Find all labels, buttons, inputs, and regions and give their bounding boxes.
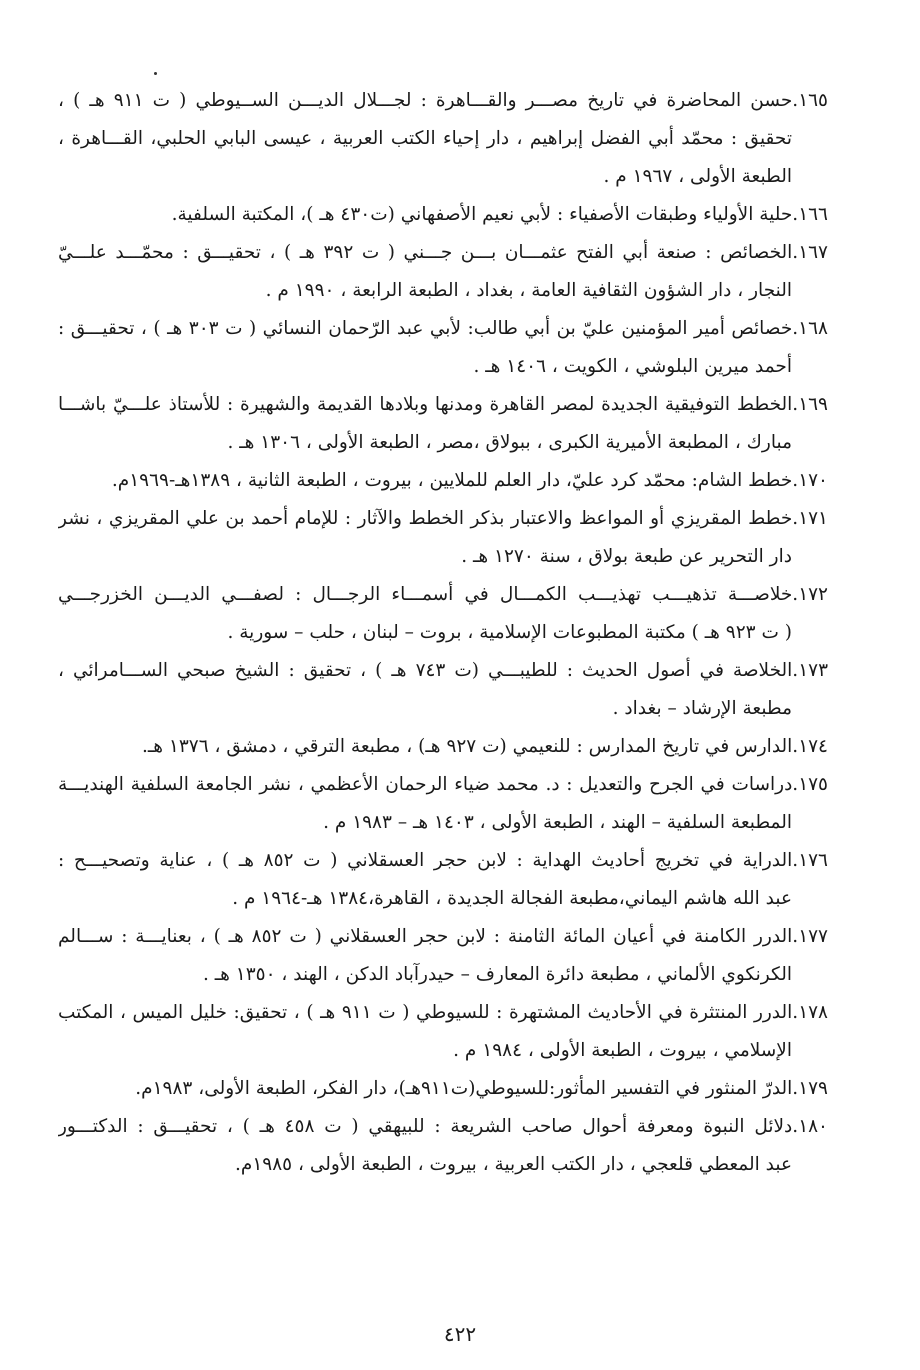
entry-line-continuation: عبد الله هاشم اليماني،مطبعة الفجالة الجديدة ، القاهرة،١٣٨٤ هـ-١٩٦٤ م . [232,888,792,909]
bibliography-entry [58,1070,828,1108]
entry-line-continuation: الطبعة الأولى ، ١٩٦٧ م . [603,166,792,187]
entry-line-continuation: المطبعة السلفية – الهند ، الطبعة الأولى ، ١٤٠٣ هـ – ١٩٨٣ م . [323,812,792,833]
bibliography-entry [58,386,828,462]
entry-line-continuation: النجار ، دار الشؤون الثقافية العامة ، بغداد ، الطبعة الرابعة ، ١٩٩٠ م . [265,280,792,301]
entry-line-first: ١٧٧.الدرر الكامنة في أعيان المائة الثامنة : لابن حجر العسقلاني ( ت ٨٥٢ هـ ) ، بعنايـــة : ســـالم [58,926,828,947]
bibliography-entry [58,196,828,234]
entry-line-first: ١٧٣.الخلاصة في أصول الحديث : للطيبـــي (ت ٧٤٣ هـ ) ، تحقيق : الشيخ صبحي الســـامرائي ، [58,660,828,681]
page-number: ٤٢٢ [443,1322,477,1346]
bibliography-entry [58,994,828,1070]
bibliography-entry [58,82,828,196]
entry-line-first: ١٦٩.الخطط التوفيقية الجديدة لمصر القاهرة ومدنها وبلادها القديمة والشهيرة : للأستاذ علـــيّ باشـــا [58,394,828,415]
entry-line-first: ١٧١.خطط المقريزي أو المواعظ والاعتبار بذكر الخطط والآثار : للإمام أحمد بن علي المقريزي ، نشر [58,508,828,529]
entry-line-continuation: الكرنكوي الألماني ، مطبعة دائرة المعارف – حيدرآباد الدكن ، الهند ، ١٣٥٠ هـ . [202,964,792,985]
entry-line-continuation: عبد المعطي قلعجي ، دار الكتب العربية ، بيروت ، الطبعة الأولى ، ١٩٨٥م. [235,1154,792,1175]
bibliography-entry [58,576,828,652]
entry-line-first: ١٧٠.خطط الشام: محمّد كرد عليّ، دار العلم للملايين ، بيروت ، الطبعة الثانية ، ١٣٨٩هـ-١٩٦٩م. [111,470,828,491]
entry-line-continuation: مطبعة الإرشاد – بغداد . [612,698,792,719]
bibliography-entry [58,500,828,576]
entry-line-continuation: مبارك ، المطبعة الأميرية الكبرى ، ببولاق ،مصر ، الطبعة الأولى ، ١٣٠٦ هـ . [227,432,792,453]
bibliography-list [58,82,828,1184]
entry-line-first: ١٧٥.دراسات في الجرح والتعديل : د. محمد ضياء الرحمان الأعظمي ، نشر الجامعة السلفية الهنديـــة [58,774,828,795]
entry-line-first: ١٧٤.الدارس في تاريخ المدارس : للنعيمي (ت ٩٢٧ هـ) ، مطبعة الترقي ، دمشق ، ١٣٧٦ هـ. [141,736,828,757]
entry-line-first: ١٦٨.خصائص أمير المؤمنين عليّ بن أبي طالب: لأبي عبد الرّحمان النسائي ( ت ٣٠٣ هـ ) ، تحقيـــق : [58,318,828,339]
entry-line-continuation: الإسلامي ، بيروت ، الطبعة الأولى ، ١٩٨٤ م . [453,1040,792,1061]
bibliography-entry [58,918,828,994]
entry-line-continuation: أحمد ميرين البلوشي ، الكويت ، ١٤٠٦ هـ . [473,356,792,377]
entry-line-first: ١٧٩.الدرّ المنثور في التفسير المأثور:للسيوطي(ت٩١١هـ)، دار الفكر، الطبعة الأولى، ١٩٨٣م. [135,1078,828,1099]
entry-line-continuation: تحقيق : محمّد أبي الفضل إبراهيم ، دار إحياء الكتب العربية ، عيسى البابي الحلبي، القـــاهرة ، [58,128,792,149]
entry-line-continuation: دار التحرير عن طبعة بولاق ، سنة ١٢٧٠ هـ . [461,546,792,567]
entry-line-continuation: ( ت ٩٢٣ هـ ) مكتبة المطبوعات الإسلامية ، بروت – لبنان ، حلب – سورية . [227,622,792,643]
entry-line-first: ١٧٨.الدرر المنتثرة في الأحاديث المشتهرة : للسيوطي ( ت ٩١١ هـ ) ، تحقيق: خليل الميس ، المكتب [58,1002,828,1023]
entry-line-first: ١٧٦.الدراية في تخريج أحاديث الهداية : لابن حجر العسقلاني ( ت ٨٥٢ هـ ) ، عناية وتصحيـــح : [58,850,828,871]
entry-line-first: ١٦٥.حسن المحاضرة في تاريخ مصـــر والقـــاهرة : لجـــلال الديـــن الســيوطي ( ت ٩١١ هـ ) ، [58,90,828,111]
bibliography-entry [58,462,828,500]
bibliography-entry [58,652,828,728]
entry-line-first: ١٦٧.الخصائص : صنعة أبي الفتح عثمـــان بـــن جـــني ( ت ٣٩٢ هـ ) ، تحقيـــق : محمّـــد علـــيّ [58,242,828,263]
bibliography-entry [58,234,828,310]
bibliography-entry [58,766,828,842]
bibliography-entry [58,728,828,766]
entry-line-first: ١٨٠.دلائل النبوة ومعرفة أحوال صاحب الشريعة : للبيهقي ( ت ٤٥٨ هـ ) ، تحقيـــق : الدكتـــور [58,1116,828,1137]
bibliography-entry [58,1108,828,1184]
entry-line-first: ١٦٦.حلية الأولياء وطبقات الأصفياء : لأبي نعيم الأصفهاني (ت٤٣٠ هـ )، المكتبة السلفية. [171,204,828,225]
bibliography-entry [58,310,828,386]
speck-mark [154,72,157,75]
bibliography-entry [58,842,828,918]
entry-line-first: ١٧٢.خلاصـــة تذهيـــب تهذيـــب الكمـــال في أسمـــاء الرجـــال : لصفـــي الديـــن الخزرجـــي [58,584,828,605]
